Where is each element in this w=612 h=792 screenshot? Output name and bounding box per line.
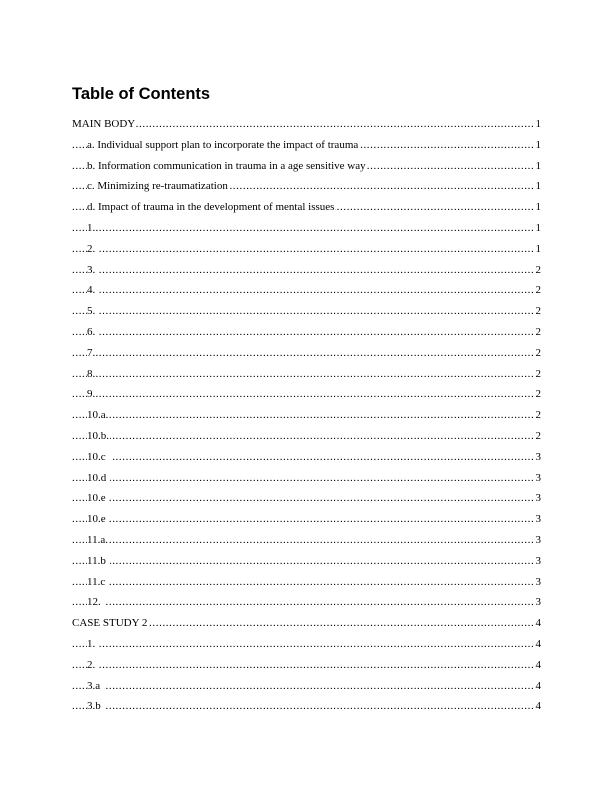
toc-entry[interactable] — [72, 592, 541, 613]
dot-leader — [72, 114, 535, 135]
toc-entry[interactable] — [72, 634, 541, 655]
toc-entry[interactable] — [72, 572, 541, 593]
toc-entry[interactable] — [72, 613, 541, 634]
toc-entry-page-number: 2 — [536, 405, 542, 426]
toc-entry[interactable] — [72, 156, 541, 177]
toc-entry-page-number: 1 — [536, 156, 542, 177]
toc-entry-page-number: 3 — [536, 572, 542, 593]
toc-entry-label: d. Impact of trauma in the development of mental issues — [87, 201, 335, 214]
toc-entry-page-number: 1 — [536, 197, 542, 218]
toc-entry[interactable] — [72, 176, 541, 197]
toc-entry-page-number: 1 — [536, 176, 542, 197]
toc-entry-label: 10.a. — [87, 409, 109, 422]
dot-leader — [72, 696, 535, 717]
toc-entry[interactable] — [72, 114, 541, 135]
toc-entry-page-number: 4 — [536, 696, 542, 717]
toc-entry-page-number: 2 — [536, 384, 542, 405]
toc-entry[interactable] — [72, 197, 541, 218]
toc-entry[interactable] — [72, 343, 541, 364]
toc-entry-page-number: 2 — [536, 260, 542, 281]
toc-entry-label: 4. — [87, 284, 98, 297]
toc-entry[interactable] — [72, 426, 541, 447]
toc-entry-page-number: 3 — [536, 468, 542, 489]
toc-entry-label: 12. — [87, 596, 104, 609]
toc-entry-label: 2. — [87, 658, 98, 671]
toc-entry-page-number: 3 — [536, 551, 542, 572]
dot-leader — [72, 426, 535, 447]
dot-leader — [72, 218, 535, 239]
toc-entry-page-number: 4 — [536, 676, 542, 697]
dot-leader — [72, 468, 535, 489]
dot-leader — [72, 384, 535, 405]
toc-entry[interactable] — [72, 405, 541, 426]
toc-list — [72, 114, 541, 717]
dot-leader — [72, 280, 535, 301]
dot-leader — [72, 364, 535, 385]
toc-entry-label: 3.a — [87, 679, 103, 692]
toc-entry-label: c. Minimizing re-traumatization — [87, 180, 228, 193]
toc-entry-page-number: 3 — [536, 530, 542, 551]
toc-entry-label: b. Information communication in trauma in a age sensitive way — [87, 159, 366, 172]
toc-heading: Table of Contents — [72, 85, 211, 103]
toc-entry[interactable] — [72, 364, 541, 385]
toc-entry-label: 1. — [87, 637, 98, 650]
toc-entry[interactable] — [72, 447, 541, 468]
toc-entry-label: 7. — [87, 346, 96, 359]
toc-entry-page-number: 3 — [536, 592, 542, 613]
toc-entry-page-number: 3 — [536, 488, 542, 509]
toc-entry[interactable] — [72, 551, 541, 572]
dot-leader — [72, 676, 535, 697]
dot-leader — [72, 488, 535, 509]
toc-entry-label: 5. — [87, 305, 98, 318]
dot-leader — [72, 405, 535, 426]
toc-entry-page-number: 4 — [536, 613, 542, 634]
toc-entry-label: a. Individual support plan to incorporate the impact of trauma — [87, 138, 359, 151]
toc-entry-label: 10.e — [87, 492, 109, 505]
toc-entry-page-number: 4 — [536, 655, 542, 676]
toc-entry-label: 8. — [87, 367, 96, 380]
toc-entry-label: 10.b. — [87, 429, 109, 442]
toc-entry-page-number: 2 — [536, 322, 542, 343]
toc-entry[interactable] — [72, 696, 541, 717]
dot-leader — [72, 239, 535, 260]
toc-entry-label: 11.b — [87, 554, 109, 567]
toc-entry-label: CASE STUDY 2 — [72, 617, 148, 630]
toc-entry-page-number: 1 — [536, 114, 542, 135]
toc-entry-page-number: 2 — [536, 364, 542, 385]
dot-leader — [72, 322, 535, 343]
dot-leader — [72, 343, 535, 364]
dot-leader — [72, 447, 535, 468]
dot-leader — [72, 655, 535, 676]
toc-entry[interactable] — [72, 135, 541, 156]
dot-leader — [72, 301, 535, 322]
toc-entry-page-number: 1 — [536, 239, 542, 260]
toc-entry-label: 9. — [87, 388, 96, 401]
dot-leader — [72, 260, 535, 281]
toc-entry[interactable] — [72, 239, 541, 260]
toc-entry-page-number: 4 — [536, 634, 542, 655]
toc-entry-page-number: 2 — [536, 426, 542, 447]
dot-leader — [72, 551, 535, 572]
toc-entry-page-number: 2 — [536, 280, 542, 301]
toc-entry[interactable] — [72, 280, 541, 301]
toc-entry[interactable] — [72, 468, 541, 489]
toc-entry-page-number: 1 — [536, 135, 542, 156]
toc-entry-label: 11.c — [87, 575, 108, 588]
toc-entry-page-number: 3 — [536, 447, 542, 468]
toc-entry[interactable] — [72, 301, 541, 322]
dot-leader — [72, 592, 535, 613]
dot-leader — [72, 634, 535, 655]
toc-entry[interactable] — [72, 488, 541, 509]
toc-entry-page-number: 2 — [536, 301, 542, 322]
toc-entry[interactable] — [72, 218, 541, 239]
toc-entry-label: MAIN BODY — [72, 118, 136, 130]
toc-entry-label: 1. — [87, 221, 96, 234]
toc-entry[interactable] — [72, 384, 541, 405]
toc-entry-label: 10.d — [87, 471, 109, 484]
toc-entry-page-number: 2 — [536, 343, 542, 364]
dot-leader — [72, 530, 535, 551]
toc-entry-label: 10.c — [87, 450, 112, 463]
toc-entry-label: 6. — [87, 325, 98, 338]
toc-entry[interactable] — [72, 655, 541, 676]
toc-entry[interactable] — [72, 509, 541, 530]
toc-entry-label: 10.e — [87, 513, 109, 526]
toc-entry[interactable] — [72, 260, 541, 281]
dot-leader — [72, 572, 535, 593]
toc-entry-label: 11.a. — [87, 533, 108, 546]
toc-entry-page-number: 3 — [536, 509, 542, 530]
toc-entry-label: 3. — [87, 263, 98, 276]
toc-entry-label: 3.b — [87, 700, 104, 713]
toc-entry[interactable] — [72, 530, 541, 551]
toc-entry-label: 2. — [87, 242, 98, 255]
toc-entry[interactable] — [72, 676, 541, 697]
toc-entry[interactable] — [72, 322, 541, 343]
dot-leader — [72, 509, 535, 530]
toc-entry-page-number: 1 — [536, 218, 542, 239]
